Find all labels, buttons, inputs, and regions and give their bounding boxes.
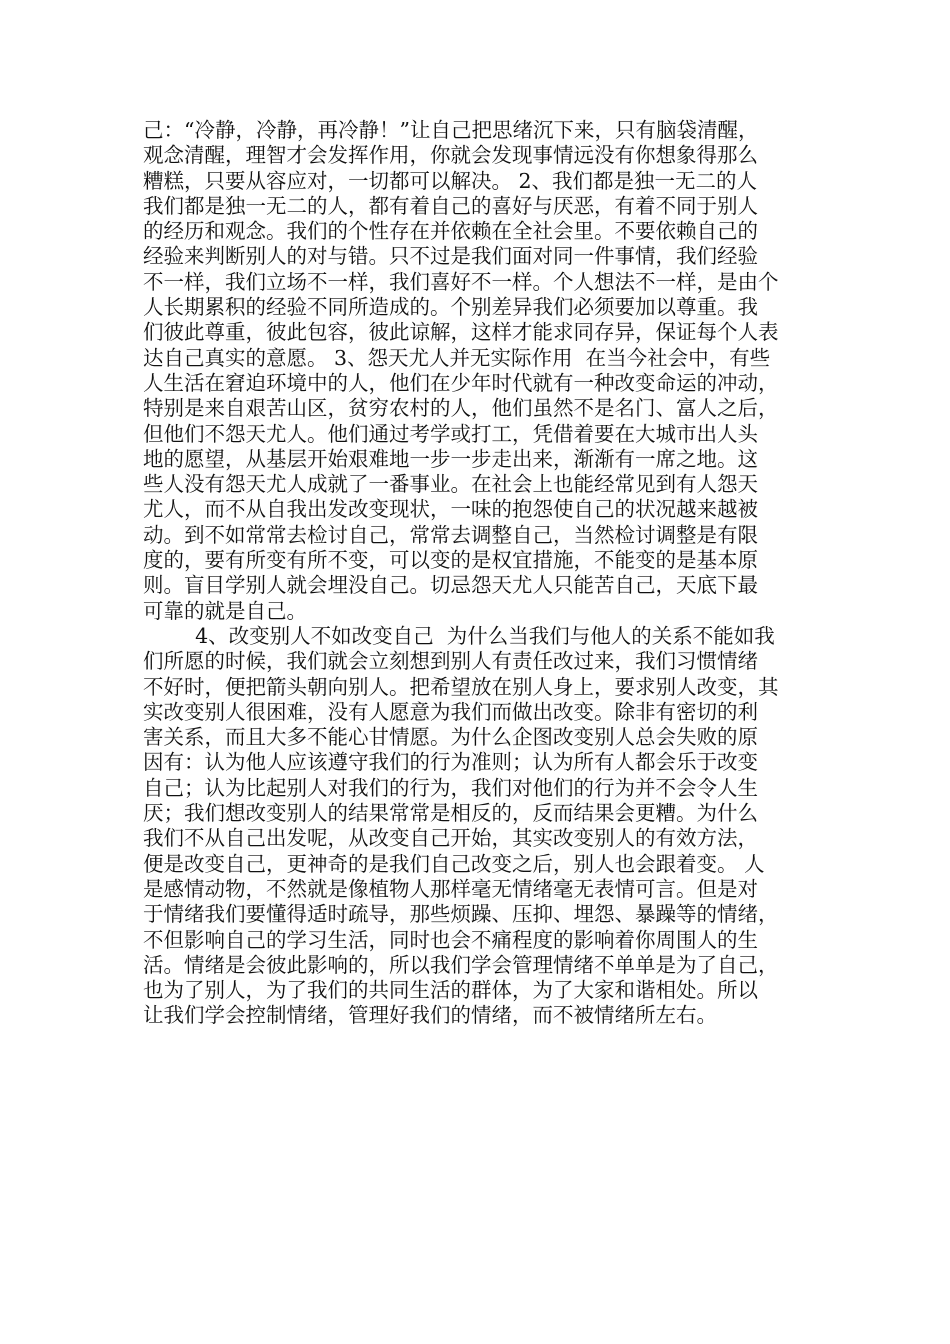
text-line: 不但影响自己的学习生活，同时也会不痛程度的影响着你周围人的生 — [143, 927, 758, 952]
text-line: 尤人，而不从自我出发改变现状，一味的抱怨使自己的状况越来越被 — [143, 497, 758, 522]
text-line: 则。盲目学别人就会埋没自己。切忌怨天尤人只能苦自己，天底下最 — [143, 573, 758, 598]
text-line: 可靠的就是自己。 — [143, 598, 307, 623]
text-line: 经验来判断别人的对与错。只不过是我们面对同一件事情，我们经验 — [143, 244, 758, 269]
text-line: 因有：认为他人应该遵守我们的行为准则；认为所有人都会乐于改变 — [143, 750, 758, 775]
text-line: 人长期累积的经验不同所造成的。个别差异我们必须要加以尊重。我 — [143, 295, 758, 320]
text-line: 让我们学会控制情绪，管理好我们的情绪，而不被情绪所左右。 — [143, 1003, 717, 1028]
text-line: 特别是来自艰苦山区，贫穷农村的人，他们虽然不是名门、富人之后， — [143, 396, 779, 421]
text-line: 活。情绪是会彼此影响的，所以我们学会管理情绪不单单是为了自己， — [143, 952, 779, 977]
text-line: 4、改变别人不如改变自己 为什么当我们与他人的关系不能如我 — [143, 623, 775, 648]
text-line: 己：“冷静，冷静，再冷静！”让自己把思绪沉下来，只有脑袋清醒， — [143, 118, 759, 142]
text-line: 的经历和观念。我们的个性存在并依赖在全社会里。不要依赖自己的 — [143, 219, 758, 244]
document-body-text — [143, 118, 815, 1029]
text-line: 们所愿的时候，我们就会立刻想到别人有责任改过来，我们习惯情绪 — [143, 649, 758, 674]
text-line: 达自己真实的意愿。 3、怨天尤人并无实际作用 在当今社会中，有些 — [143, 345, 771, 370]
text-line: 自己；认为比起别人对我们的行为，我们对他们的行为并不会令人生 — [143, 775, 758, 800]
text-line: 害关系，而且大多不能心甘情愿。为什么企图改变别人总会失败的原 — [143, 725, 758, 750]
text-line: 于情绪我们要懂得适时疏导，那些烦躁、压抑、埋怨、暴躁等的情绪， — [143, 902, 779, 927]
text-line: 人生活在窘迫环境中的人，他们在少年时代就有一种改变命运的冲动， — [143, 370, 779, 395]
text-line: 动。到不如常常去检讨自己，常常去调整自己，当然检讨调整是有限 — [143, 522, 758, 547]
text-line: 但他们不怨天尤人。他们通过考学或打工，凭借着要在大城市出人头 — [143, 421, 758, 446]
text-line: 实改变别人很困难，没有人愿意为我们而做出改变。除非有密切的利 — [143, 699, 758, 724]
text-line: 不一样，我们立场不一样，我们喜好不一样。个人想法不一样，是由个 — [143, 269, 779, 294]
text-line: 不好时，便把箭头朝向别人。把希望放在别人身上，要求别人改变，其 — [143, 674, 779, 699]
text-line: 地的愿望，从基层开始艰难地一步一步走出来，渐渐有一席之地。这 — [143, 446, 758, 471]
text-line: 也为了别人，为了我们的共同生活的群体，为了大家和谐相处。所以 — [143, 978, 758, 1003]
text-line: 是感情动物，不然就是像植物人那样毫无情绪毫无表情可言。但是对 — [143, 876, 758, 901]
text-line: 观念清醒，理智才会发挥作用，你就会发现事情远没有你想象得那么 — [143, 143, 758, 168]
text-line: 便是改变自己，更神奇的是我们自己改变之后，别人也会跟着变。 人 — [143, 851, 765, 876]
text-line: 们彼此尊重，彼此包容，彼此谅解，这样才能求同存异，保证每个人表 — [143, 320, 779, 345]
text-line: 些人没有怨天尤人成就了一番事业。在社会上也能经常见到有人怨天 — [143, 472, 758, 497]
text-line: 糟糕，只要从容应对，一切都可以解决。 2、我们都是独一无二的人 — [143, 168, 758, 193]
text-line: 我们都是独一无二的人，都有着自己的喜好与厌恶，有着不同于别人 — [143, 193, 758, 218]
text-line: 厌；我们想改变别人的结果常常是相反的，反而结果会更糟。为什么 — [143, 801, 758, 826]
text-line: 我们不从自己出发呢，从改变自己开始，其实改变别人的有效方法， — [143, 826, 758, 851]
text-line: 度的，要有所变有所不变，可以变的是权宜措施，不能变的是基本原 — [143, 548, 758, 573]
